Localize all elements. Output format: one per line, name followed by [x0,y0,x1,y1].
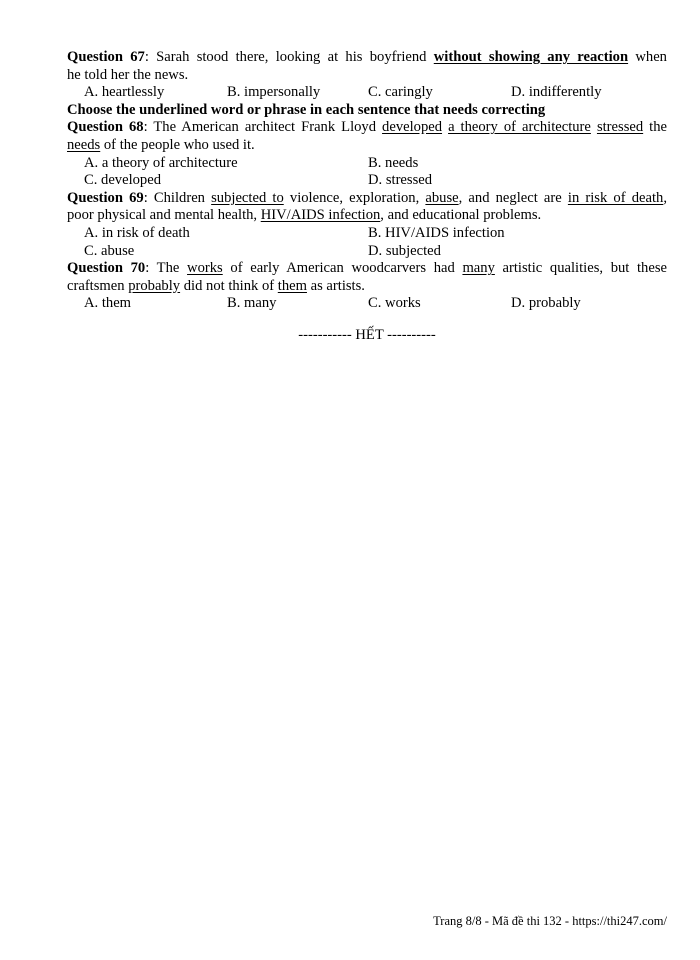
option-c: C. abuse [84,242,135,259]
option-b: B. many [227,295,277,312]
question-69-options-row-1 [67,225,667,243]
question-70-options [67,295,667,313]
section-instruction: Choose the underlined word or phrase in each sentence that needs correcting [67,101,546,118]
question-68-options-row-1 [67,155,667,173]
question-label: Question 68 [67,119,144,136]
option-d: D. indifferently [511,84,602,101]
option-a: A. a theory of architecture [84,154,238,171]
question-67-line-2: he told her the news. [67,66,189,83]
question-69-line-2: poor physical and mental health, HIV/AIDS infection, and educational problems. [67,207,542,224]
underlined-phrase: without showing any reaction [433,49,629,65]
question-67: Question 67: Sarah stood there, looking at his boyfriend without showing any reaction when [67,49,667,65]
question-67-options [67,84,667,102]
question-68-line-2: needs of the people who used it. [67,136,255,153]
question-label: Question 70 [67,260,146,277]
question-70: Question 70: The works of early American woodcarvers had many artistic qualities, but these [67,260,667,277]
option-a: A. them [84,295,132,312]
option-b: B. needs [368,154,419,171]
question-69-options-row-2 [67,243,667,261]
option-c: C. works [368,295,421,312]
option-a: A. in risk of death [84,224,190,241]
option-a: A. heartlessly [84,84,165,101]
question-label: Question 67 [67,49,145,65]
question-70-line-2: craftsmen probably did not think of them as artists. [67,277,365,294]
page-footer: Trang 8/8 - Mã đề thi 132 - https://thi247.com/ [433,914,667,928]
option-c: C. caringly [368,84,433,101]
option-c: C. developed [84,172,162,189]
option-d: D. stressed [368,172,433,189]
option-b: B. HIV/AIDS infection [368,224,505,241]
option-d: D. subjected [368,242,441,259]
exam-page [67,49,667,345]
question-label: Question 69 [67,189,144,206]
question-68: Question 68: The American architect Frank Lloyd developed a theory of architecture stressed the [67,119,668,136]
option-b: B. impersonally [227,84,321,101]
option-d: D. probably [511,295,581,312]
question-68-options-row-2 [67,172,667,190]
end-mark: ----------- HẾT ---------- [298,326,436,343]
question-69: Question 69: Children subjected to violence, exploration, abuse, and neglect are in risk of death, [67,189,667,206]
